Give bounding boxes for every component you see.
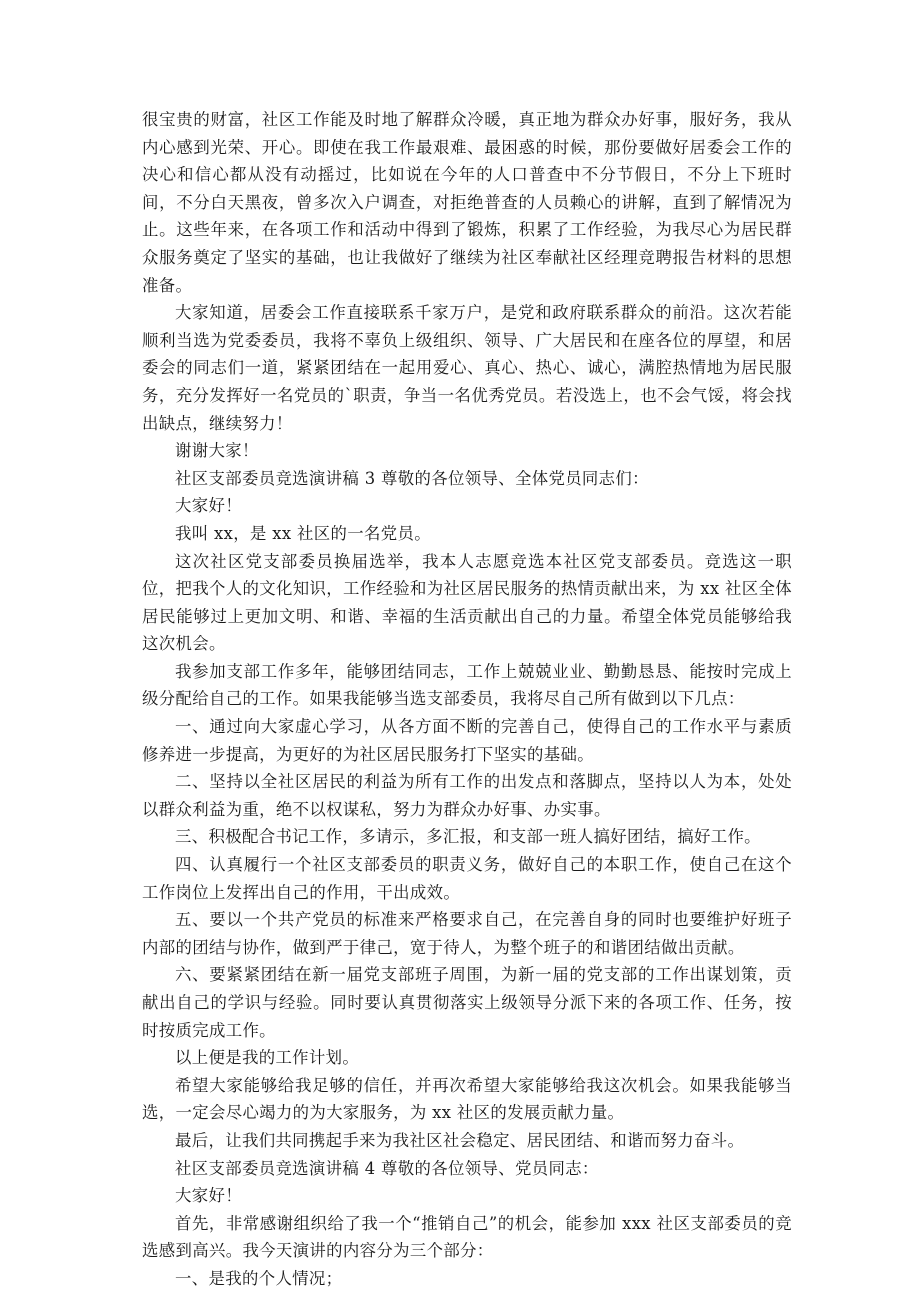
document-page <box>142 106 792 1293</box>
list-item: 一、是我的个人情况； <box>175 1268 343 1288</box>
paragraph: 大家好！ <box>175 1186 242 1206</box>
list-item: 六、要紧紧团结在新一届党支部班子周围，为新一届的党支部的工作出谋划策，贡献出自己的学识与经验。同时要认真贯彻落实上级领导分派下来的各项工作、任务，按时按质完成工作。 <box>142 965 792 1040</box>
paragraph: 这次社区党支部委员换届选举，我本人志愿竞选本社区党支部委员。竞选这一职位，把我个人的文化知识，工作经验和为社区居民服务的热情贡献出来，为 xx 社区全体居民能够过上更加文明、和谐、幸福的生活贡献出自己的力量。希望全体党员能够给我这次机会。 <box>142 551 792 654</box>
paragraph: 大家知道，居委会工作直接联系千家万户，是党和政府联系群众的前沿。这次若能顺利当选为党委委员，我将不辜负上级组织、领导、广大居民和在座各位的厚望，和居委会的同志们一道，紧紧团结在一起用爱心、真心、热心、诚心，满腔热情地为居民服务，充分发挥好一名党员的`职责，争当一名优秀党员。若没选上，也不会气馁，将会找出缺点，继续努力！ <box>142 303 792 433</box>
paragraph: 最后，让我们共同携起手来为我社区社会稳定、居民团结、和谐而努力奋斗。 <box>175 1130 745 1150</box>
list-item: 四、认真履行一个社区支部委员的职责义务，做好自己的本职工作，使自己在这个工作岗位上发挥出自己的作用，干出成效。 <box>142 855 792 902</box>
paragraph: 以上便是我的工作计划。 <box>175 1048 360 1068</box>
paragraph: 大家好！ <box>175 496 242 516</box>
paragraph: 希望大家能够给我足够的信任，并再次希望大家能够给我这次机会。如果我能够当选，一定会尽心竭力的为大家服务，为 xx 社区的发展贡献力量。 <box>142 1075 792 1123</box>
paragraph: 我参加支部工作多年，能够团结同志，工作上兢兢业业、勤勤恳恳、能按时完成上级分配给自己的工作。如果我能够当选支部委员，我将尽自己所有做到以下几点： <box>142 661 792 709</box>
paragraph: 谢谢大家！ <box>175 441 259 461</box>
paragraph: 我叫 xx，是 xx 社区的一名党员。 <box>175 523 431 543</box>
section-heading: 社区支部委员竞选演讲稿 4 尊敬的各位领导、党员同志： <box>175 1158 599 1178</box>
list-item: 五、要以一个共产党员的标准来严格要求自己，在完善自身的同时也要维护好班子内部的团结与协作，做到严于律己，宽于待人，为整个班子的和谐团结做出贡献。 <box>142 910 792 957</box>
list-item: 二、坚持以全社区居民的利益为所有工作的出发点和落脚点，坚持以人为本，处处以群众利益为重，绝不以权谋私，努力为群众办好事、办实事。 <box>142 772 792 819</box>
list-item: 三、积极配合书记工作，多请示，多汇报，和支部一班人搞好团结，搞好工作。 <box>175 827 761 847</box>
paragraph: 首先，非常感谢组织给了我一个“推销自己”的机会，能参加 xxx 社区支部委员的竞选感到高兴。我今天演讲的内容分为三个部分： <box>142 1213 792 1261</box>
section-heading: 社区支部委员竞选演讲稿 3 尊敬的各位领导、全体党员同志们： <box>175 468 649 488</box>
paragraph: 很宝贵的财富，社区工作能及时地了解群众冷暖，真正地为群众办好事，服好务，我从内心感到光荣、开心。即使在我工作最艰难、最困惑的时候，那份要做好居委会工作的决心和信心都从没有动摇过，比如说在今年的人口普查中不分节假日，不分上下班时间，不分白天黑夜，曾多次入户调查，对拒绝普查的人员赖心的讲解，直到了解情况为止。这些年来，在各项工作和活动中得到了锻炼，积累了工作经验，为我尽心为居民群众服务奠定了坚实的基础，也让我做好了继续为社区奉献社区经理竞聘报告材料的思想准备。 <box>142 110 792 295</box>
list-item: 一、通过向大家虚心学习，从各方面不断的完善自己，使得自己的工作水平与素质修养进一步提高，为更好的为社区居民服务打下坚实的基础。 <box>142 717 792 764</box>
